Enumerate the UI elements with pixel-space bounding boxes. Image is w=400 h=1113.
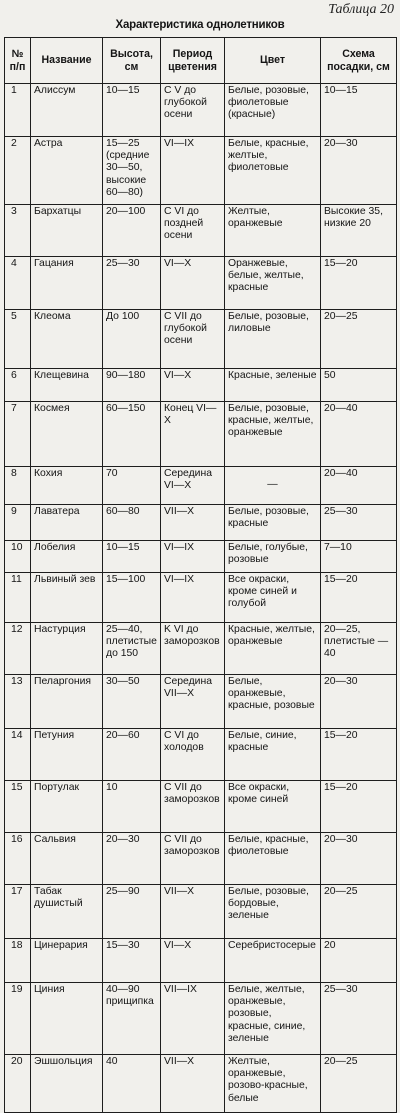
cell-scheme: 15—20 (321, 781, 397, 833)
cell-scheme: 20—25, плетистые — 40 (321, 623, 397, 675)
cell-name: Сальвия (31, 833, 103, 885)
cell-height: 15—100 (103, 573, 161, 623)
cell-name: Клеома (31, 310, 103, 369)
cell-name: Портулак (31, 781, 103, 833)
cell-height: 20—60 (103, 729, 161, 781)
table-row (5, 729, 397, 781)
cell-height: 25—30 (103, 257, 161, 310)
cell-color: Все окраски, кроме синей и голубой (225, 573, 321, 623)
cell-name: Лобелия (31, 541, 103, 573)
cell-color: Белые, синие, красные (225, 729, 321, 781)
cell-color: Красные, желтые, оранжевые (225, 623, 321, 675)
table-row (5, 1055, 397, 1113)
cell-period: VI—X (161, 257, 225, 310)
cell-height: 30—50 (103, 675, 161, 729)
cell-name: Лаватера (31, 505, 103, 541)
cell-color: Оранжевые, белые, желтые, красные (225, 257, 321, 310)
table-row (5, 402, 397, 467)
table-row (5, 781, 397, 833)
cell-color: — (225, 467, 321, 505)
cell-scheme: 20—25 (321, 885, 397, 939)
table-row (5, 205, 397, 257)
table-row (5, 137, 397, 205)
cell-number: 1 (5, 84, 31, 137)
cell-period: VI—X (161, 939, 225, 983)
cell-period: VI—X (161, 369, 225, 402)
cell-color: Белые, розовые, бордовые, зеленые (225, 885, 321, 939)
table-row (5, 541, 397, 573)
table-number-label: Таблица 20 (328, 2, 394, 17)
cell-number: 17 (5, 885, 31, 939)
cell-name: Гацания (31, 257, 103, 310)
cell-period: C VI до поздней осени (161, 205, 225, 257)
cell-period: K VI до заморозков (161, 623, 225, 675)
cell-period: C VII до заморозков (161, 781, 225, 833)
cell-number: 8 (5, 467, 31, 505)
cell-name: Алиссум (31, 84, 103, 137)
cell-number: 6 (5, 369, 31, 402)
cell-scheme: 20 (321, 939, 397, 983)
header-name: Название (31, 38, 103, 84)
cell-name: Клещевина (31, 369, 103, 402)
cell-color: Белые, розовые, красные (225, 505, 321, 541)
cell-color: Все окраски, кроме синей (225, 781, 321, 833)
cell-period: VII—X (161, 505, 225, 541)
cell-period: VII—IX (161, 983, 225, 1055)
cell-number: 14 (5, 729, 31, 781)
cell-height: 60—150 (103, 402, 161, 467)
header-scheme: Схема посадки, см (321, 38, 397, 84)
table-row (5, 310, 397, 369)
cell-scheme: 20—30 (321, 137, 397, 205)
cell-name: Циния (31, 983, 103, 1055)
cell-name: Пеларгония (31, 675, 103, 729)
cell-scheme: Высокие 35, низкие 20 (321, 205, 397, 257)
cell-number: 20 (5, 1055, 31, 1113)
cell-number: 5 (5, 310, 31, 369)
cell-scheme: 25—30 (321, 505, 397, 541)
cell-name: Эшшольция (31, 1055, 103, 1113)
cell-number: 9 (5, 505, 31, 541)
cell-color: Белые, красные, фиолетовые (225, 833, 321, 885)
cell-period: VII—X (161, 1055, 225, 1113)
cell-height: 10 (103, 781, 161, 833)
cell-period: Середина VI—X (161, 467, 225, 505)
cell-color: Белые, розовые, красные, желтые, оранжевые (225, 402, 321, 467)
cell-name: Кохия (31, 467, 103, 505)
table-title: Характеристика однолетников (115, 19, 285, 31)
cell-number: 16 (5, 833, 31, 885)
cell-number: 2 (5, 137, 31, 205)
cell-scheme: 20—40 (321, 467, 397, 505)
cell-height: 40 (103, 1055, 161, 1113)
table-row (5, 84, 397, 137)
cell-color: Белые, красные, желтые, фиолетовые (225, 137, 321, 205)
cell-color: Белые, розовые, фиолетовые (красные) (225, 84, 321, 137)
cell-period: C V до глубокой осени (161, 84, 225, 137)
table-row (5, 257, 397, 310)
cell-number: 11 (5, 573, 31, 623)
header-number: № п/п (5, 38, 31, 84)
cell-name: Настурция (31, 623, 103, 675)
cell-height: 10—15 (103, 541, 161, 573)
table-row (5, 939, 397, 983)
table-row (5, 467, 397, 505)
cell-number: 3 (5, 205, 31, 257)
cell-scheme: 20—40 (321, 402, 397, 467)
table-row (5, 573, 397, 623)
cell-scheme: 20—25 (321, 310, 397, 369)
cell-height: 10—15 (103, 84, 161, 137)
table-row (5, 675, 397, 729)
cell-height: 25—40, плетистые до 150 (103, 623, 161, 675)
cell-name: Бархатцы (31, 205, 103, 257)
header-color: Цвет (225, 38, 321, 84)
table-body (5, 84, 397, 1113)
cell-height: 40—90 прищипка (103, 983, 161, 1055)
cell-number: 12 (5, 623, 31, 675)
cell-scheme: 50 (321, 369, 397, 402)
cell-period: VII—X (161, 885, 225, 939)
table-row (5, 505, 397, 541)
cell-number: 13 (5, 675, 31, 729)
cell-height: 60—80 (103, 505, 161, 541)
cell-height: До 100 (103, 310, 161, 369)
cell-name: Цинерария (31, 939, 103, 983)
cell-color: Белые, голубые, розовые (225, 541, 321, 573)
cell-number: 19 (5, 983, 31, 1055)
cell-scheme: 20—30 (321, 675, 397, 729)
cell-period: Конец VI—X (161, 402, 225, 467)
cell-scheme: 15—20 (321, 257, 397, 310)
cell-scheme: 20—30 (321, 833, 397, 885)
cell-name: Космея (31, 402, 103, 467)
table-row (5, 623, 397, 675)
cell-name: Табак душистый (31, 885, 103, 939)
cell-height: 25—90 (103, 885, 161, 939)
cell-scheme: 7—10 (321, 541, 397, 573)
cell-period: C VII до глубокой осени (161, 310, 225, 369)
cell-scheme: 15—20 (321, 729, 397, 781)
cell-height: 20—30 (103, 833, 161, 885)
cell-color: Желтые, оранжевые, розово-красные, белые (225, 1055, 321, 1113)
cell-color: Белые, оранжевые, красные, розовые (225, 675, 321, 729)
cell-number: 4 (5, 257, 31, 310)
table-row (5, 833, 397, 885)
cell-period: Середина VII—X (161, 675, 225, 729)
cell-color: Белые, желтые, оранжевые, розовые, красные, синие, зеленые (225, 983, 321, 1055)
cell-scheme: 25—30 (321, 983, 397, 1055)
cell-number: 15 (5, 781, 31, 833)
cell-height: 20—100 (103, 205, 161, 257)
cell-name: Львиный зев (31, 573, 103, 623)
header-period: Период цветения (161, 38, 225, 84)
cell-scheme: 20—25 (321, 1055, 397, 1113)
cell-color: Желтые, оранжевые (225, 205, 321, 257)
cell-color: Серебристосерые (225, 939, 321, 983)
cell-height: 15—30 (103, 939, 161, 983)
cell-period: VI—IX (161, 137, 225, 205)
cell-number: 18 (5, 939, 31, 983)
cell-number: 7 (5, 402, 31, 467)
cell-number: 10 (5, 541, 31, 573)
cell-color: Красные, зеленые (225, 369, 321, 402)
header-height: Высота, см (103, 38, 161, 84)
cell-height: 90—180 (103, 369, 161, 402)
cell-name: Петуния (31, 729, 103, 781)
cell-height: 15—25 (средние 30—50, высокие 60—80) (103, 137, 161, 205)
annuals-table (4, 37, 397, 1113)
cell-color: Белые, розовые, лиловые (225, 310, 321, 369)
cell-scheme: 10—15 (321, 84, 397, 137)
cell-height: 70 (103, 467, 161, 505)
cell-period: VI—IX (161, 541, 225, 573)
table-row (5, 885, 397, 939)
table-header-row (5, 38, 397, 84)
cell-period: C VI до холодов (161, 729, 225, 781)
table-row (5, 983, 397, 1055)
cell-name: Астра (31, 137, 103, 205)
cell-period: VI—IX (161, 573, 225, 623)
cell-scheme: 15—20 (321, 573, 397, 623)
cell-period: C VII до заморозков (161, 833, 225, 885)
table-row (5, 369, 397, 402)
